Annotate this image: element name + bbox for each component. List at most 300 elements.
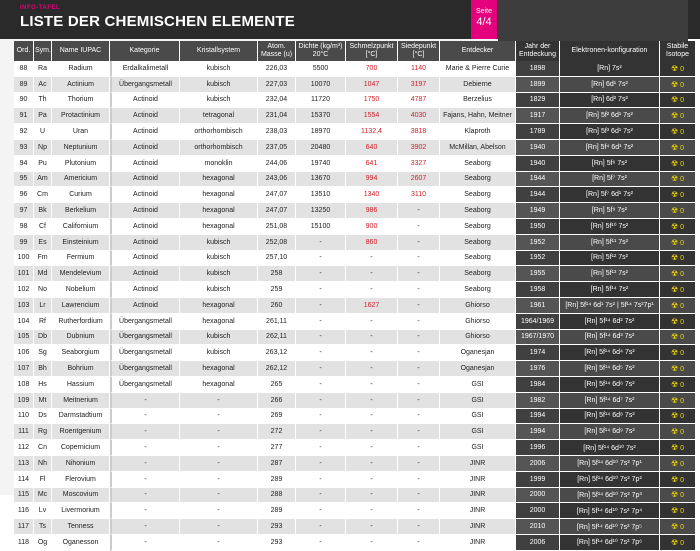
header-subtitle: INFO-TAFEL <box>20 5 61 11</box>
cell-config: [Rn] 5f⁷ 6d¹ 7s² <box>560 187 660 203</box>
cell-kat: - <box>110 535 180 551</box>
table-row <box>14 266 696 282</box>
table-row <box>14 298 696 314</box>
col-header-sym: Sym. <box>34 41 52 61</box>
cell-krist: hexagonal <box>180 203 258 219</box>
cell-name: Seaborgium <box>52 345 110 361</box>
isotope-count: 0 <box>680 239 685 247</box>
cell-ord: 90 <box>14 93 34 109</box>
cell-masse: 263,12 <box>258 345 296 361</box>
radioactive-icon: ☢ <box>670 111 679 121</box>
cell-iso <box>660 124 696 140</box>
cell-config: [Rn] 5f¹⁴ 6d⁸ 7s² <box>560 409 660 425</box>
radioactive-icon: ☢ <box>670 190 679 200</box>
cell-name: Radium <box>52 61 110 77</box>
radioactive-icon: ☢ <box>670 95 679 105</box>
isotope-count: 0 <box>680 97 685 105</box>
cell-sym: Bk <box>34 203 52 219</box>
cell-iso <box>660 409 696 425</box>
cell-ord: 105 <box>14 330 34 346</box>
radioactive-icon: ☢ <box>670 237 679 247</box>
cell-dichte: 13670 <box>296 172 346 188</box>
cell-name: Copernicium <box>52 440 110 456</box>
cell-kat: - <box>110 440 180 456</box>
cell-name: Plutonium <box>52 156 110 172</box>
radioactive-icon: ☢ <box>670 364 679 374</box>
cell-name: Thorium <box>52 93 110 109</box>
isotope-count: 0 <box>680 129 685 137</box>
cell-smp: - <box>346 393 398 409</box>
cell-kat: Übergangsmetall <box>110 377 180 393</box>
isotope-count: 0 <box>680 413 685 421</box>
page-number: 4/4 <box>476 16 492 28</box>
cell-ord: 110 <box>14 409 34 425</box>
cell-config: [Rn] 5f¹⁴ 6d² 7s² <box>560 314 660 330</box>
cell-config: [Rn] 5f¹⁴ 6d³ 7s² <box>560 330 660 346</box>
cell-sym: Fl <box>34 472 52 488</box>
cell-smp: - <box>346 488 398 504</box>
cell-jahr: 1984 <box>516 377 560 393</box>
cell-entdecker: Seaborg <box>440 251 516 267</box>
cell-iso <box>660 61 696 77</box>
cell-iso <box>660 108 696 124</box>
cell-smp: - <box>346 361 398 377</box>
cell-jahr: 1917 <box>516 108 560 124</box>
cell-kat: - <box>110 519 180 535</box>
cell-jahr: 1976 <box>516 361 560 377</box>
radioactive-icon: ☢ <box>670 253 679 263</box>
cell-ord: 97 <box>14 203 34 219</box>
cell-config: [Rn] 7s² <box>560 61 660 77</box>
cell-sym: U <box>34 124 52 140</box>
table-row <box>14 519 696 535</box>
cell-name: Uran <box>52 124 110 140</box>
cell-name: Livermorium <box>52 503 110 519</box>
cell-iso <box>660 298 696 314</box>
cell-ord: 116 <box>14 503 34 519</box>
cell-iso <box>660 219 696 235</box>
cell-masse: 232,04 <box>258 93 296 109</box>
cell-smp: 986 <box>346 203 398 219</box>
cell-smp: 1554 <box>346 108 398 124</box>
cell-sym: Hs <box>34 377 52 393</box>
cell-jahr: 1974 <box>516 345 560 361</box>
cell-config: [Rn] 5f¹⁴ 6d¹ 7s² | 5f¹⁴ 7s²7p¹ <box>560 298 660 314</box>
table-row <box>14 488 696 504</box>
cell-dichte: - <box>296 409 346 425</box>
cell-masse: 293 <box>258 519 296 535</box>
table-row <box>14 172 696 188</box>
cell-kat: - <box>110 488 180 504</box>
cell-iso <box>660 282 696 298</box>
cell-sym: Db <box>34 330 52 346</box>
cell-sym: Pa <box>34 108 52 124</box>
cell-masse: 265 <box>258 377 296 393</box>
cell-name: Actinium <box>52 77 110 93</box>
radioactive-icon: ☢ <box>670 427 679 437</box>
radioactive-icon: ☢ <box>670 174 679 184</box>
cell-dichte: - <box>296 503 346 519</box>
col-header-ord: Ord. <box>14 41 34 61</box>
cell-sym: Bh <box>34 361 52 377</box>
cell-jahr: 1944 <box>516 172 560 188</box>
col-header-siedepunkt: Siedepunkt [°C] <box>398 41 440 61</box>
col-header-name: Name IUPAC <box>52 41 110 61</box>
cell-sdp: - <box>398 488 440 504</box>
cell-smp: 641 <box>346 156 398 172</box>
cell-kat: Übergangsmetall <box>110 361 180 377</box>
cell-dichte: 5500 <box>296 61 346 77</box>
cell-entdecker: Ghiorso <box>440 314 516 330</box>
cell-jahr: 1967/1970 <box>516 330 560 346</box>
cell-smp: 640 <box>346 140 398 156</box>
cell-kat: Actinoid <box>110 156 180 172</box>
cell-iso <box>660 156 696 172</box>
cell-ord: 113 <box>14 456 34 472</box>
table-row <box>14 456 696 472</box>
cell-masse: 269 <box>258 409 296 425</box>
cell-masse: 266 <box>258 393 296 409</box>
radioactive-icon: ☢ <box>670 395 679 405</box>
cell-iso <box>660 377 696 393</box>
cell-name: Curium <box>52 187 110 203</box>
cell-dichte: - <box>296 456 346 472</box>
cell-krist: hexagonal <box>180 187 258 203</box>
isotope-count: 0 <box>680 397 685 405</box>
cell-jahr: 1961 <box>516 298 560 314</box>
cell-name: Nihonium <box>52 456 110 472</box>
cell-sym: Og <box>34 535 52 551</box>
isotope-count: 0 <box>680 524 685 531</box>
cell-smp: 1340 <box>346 187 398 203</box>
radioactive-icon: ☢ <box>670 522 679 531</box>
cell-sym: Fm <box>34 251 52 267</box>
col-header-masse: Atom. Masse (u) <box>258 41 296 61</box>
cell-sdp: - <box>398 393 440 409</box>
cell-name: Neptunium <box>52 140 110 156</box>
cell-sym: Lv <box>34 503 52 519</box>
cell-masse: 260 <box>258 298 296 314</box>
cell-sdp: 2607 <box>398 172 440 188</box>
cell-kat: Übergangsmetall <box>110 345 180 361</box>
cell-jahr: 1940 <box>516 140 560 156</box>
isotope-count: 0 <box>680 144 685 152</box>
cell-krist: hexagonal <box>180 172 258 188</box>
cell-dichte: - <box>296 330 346 346</box>
cell-masse: 272 <box>258 424 296 440</box>
cell-entdecker: Ghiorso <box>440 330 516 346</box>
cell-ord: 89 <box>14 77 34 93</box>
cell-config: [Rn] 5f³ 6d¹ 7s² <box>560 124 660 140</box>
cell-jahr: 2006 <box>516 535 560 551</box>
cell-name: Hassium <box>52 377 110 393</box>
cell-jahr: 1940 <box>516 156 560 172</box>
isotope-count: 0 <box>680 366 685 374</box>
cell-krist: kubisch <box>180 282 258 298</box>
cell-entdecker: Seaborg <box>440 203 516 219</box>
cell-name: Californium <box>52 219 110 235</box>
cell-iso <box>660 203 696 219</box>
isotope-count: 0 <box>680 539 685 547</box>
table-row <box>14 124 696 140</box>
cell-ord: 117 <box>14 519 34 535</box>
cell-dichte: - <box>296 298 346 314</box>
table-row <box>14 409 696 425</box>
cell-name: Roentgenium <box>52 424 110 440</box>
cell-kat: Actinoid <box>110 266 180 282</box>
table-row <box>14 345 696 361</box>
cell-masse: 288 <box>258 488 296 504</box>
cell-sdp: - <box>398 266 440 282</box>
cell-config: [Rn] 5f² 6d¹ 7s² <box>560 108 660 124</box>
cell-ord: 100 <box>14 251 34 267</box>
cell-sym: Pu <box>34 156 52 172</box>
cell-smp: 994 <box>346 172 398 188</box>
cell-entdecker: GSI <box>440 377 516 393</box>
cell-krist: orthorhombisch <box>180 140 258 156</box>
cell-dichte: 13250 <box>296 203 346 219</box>
cell-sdp: - <box>398 535 440 551</box>
cell-masse: 262,12 <box>258 361 296 377</box>
cell-sdp: 3197 <box>398 77 440 93</box>
isotope-count: 0 <box>680 223 685 231</box>
isotope-count: 0 <box>680 318 685 326</box>
cell-kat: - <box>110 503 180 519</box>
cell-dichte: 13510 <box>296 187 346 203</box>
cell-jahr: 1899 <box>516 77 560 93</box>
cell-kat: - <box>110 424 180 440</box>
cell-sym: Cn <box>34 440 52 456</box>
cell-kat: Actinoid <box>110 93 180 109</box>
cell-dichte: - <box>296 440 346 456</box>
table-row <box>14 440 696 456</box>
isotope-count: 0 <box>680 81 685 89</box>
cell-sdp: - <box>398 219 440 235</box>
radioactive-icon: ☢ <box>670 411 679 421</box>
cell-entdecker: Seaborg <box>440 172 516 188</box>
cell-entdecker: Berzelius <box>440 93 516 109</box>
cell-jahr: 2010 <box>516 519 560 535</box>
cell-entdecker: JINR <box>440 503 516 519</box>
cell-ord: 106 <box>14 345 34 361</box>
cell-krist: hexagonal <box>180 361 258 377</box>
cell-dichte: - <box>296 266 346 282</box>
isotope-count: 0 <box>680 302 685 310</box>
table-row <box>14 187 696 203</box>
cell-kat: Übergangsmetall <box>110 77 180 93</box>
cell-ord: 103 <box>14 298 34 314</box>
cell-smp: - <box>346 519 398 535</box>
cell-dichte: 19740 <box>296 156 346 172</box>
cell-entdecker: GSI <box>440 393 516 409</box>
cell-jahr: 1829 <box>516 93 560 109</box>
cell-config: [Rn] 5f¹⁴ 6d⁷ 7s² <box>560 393 660 409</box>
cell-ord: 104 <box>14 314 34 330</box>
cell-iso <box>660 266 696 282</box>
cell-krist: kubisch <box>180 77 258 93</box>
cell-smp: 900 <box>346 219 398 235</box>
col-header-konfiguration: Elektronen-konfiguration <box>560 41 660 61</box>
cell-sdp: - <box>398 456 440 472</box>
cell-smp: 1627 <box>346 298 398 314</box>
cell-config: [Rn] 5f¹⁴ 6d¹⁰ 7s² <box>560 440 660 456</box>
cell-krist: hexagonal <box>180 314 258 330</box>
cell-krist: - <box>180 440 258 456</box>
cell-dichte: - <box>296 345 346 361</box>
cell-config: [Rn] 6d¹ 7s² <box>560 77 660 93</box>
table-row <box>14 314 696 330</box>
cell-config: [Rn] 5f⁴ 6d¹ 7s² <box>560 140 660 156</box>
cell-jahr: 1964/1969 <box>516 314 560 330</box>
cell-smp: - <box>346 409 398 425</box>
col-header-kristallsystem: Kristallsystem <box>180 41 258 61</box>
col-header-dichte: Dichte (kg/m³) 20°C <box>296 41 346 61</box>
cell-name: Bohrium <box>52 361 110 377</box>
cell-ord: 109 <box>14 393 34 409</box>
cell-sdp: - <box>398 377 440 393</box>
page-indicator <box>471 0 497 39</box>
cell-sym: Mc <box>34 488 52 504</box>
cell-sym: Mt <box>34 393 52 409</box>
cell-krist: kubisch <box>180 345 258 361</box>
cell-name: Einsteinium <box>52 235 110 251</box>
table-row <box>14 140 696 156</box>
cell-iso <box>660 535 696 551</box>
cell-config: [Rn] 5f⁷ 7s² <box>560 172 660 188</box>
cell-sym: Sg <box>34 345 52 361</box>
cell-sdp: - <box>398 282 440 298</box>
cell-ord: 115 <box>14 488 34 504</box>
cell-kat: Actinoid <box>110 282 180 298</box>
page-label: Seite <box>476 8 492 15</box>
cell-masse: 237,05 <box>258 140 296 156</box>
cell-entdecker: Oganesjan <box>440 345 516 361</box>
cell-iso <box>660 361 696 377</box>
cell-sym: Cm <box>34 187 52 203</box>
cell-kat: Actinoid <box>110 172 180 188</box>
cell-sdp: - <box>398 235 440 251</box>
cell-iso <box>660 172 696 188</box>
cell-kat: Actinoid <box>110 298 180 314</box>
cell-krist: - <box>180 409 258 425</box>
cell-jahr: 1789 <box>516 124 560 140</box>
cell-smp: - <box>346 456 398 472</box>
radioactive-icon: ☢ <box>670 537 679 547</box>
cell-config: [Rn] 5f⁹ 7s² <box>560 203 660 219</box>
cell-dichte: 15100 <box>296 219 346 235</box>
cell-entdecker: Seaborg <box>440 219 516 235</box>
isotope-count: 0 <box>680 287 685 295</box>
cell-dichte: 20480 <box>296 140 346 156</box>
table-row <box>14 93 696 109</box>
cell-ord: 88 <box>14 61 34 77</box>
cell-kat: - <box>110 456 180 472</box>
cell-sym: Rg <box>34 424 52 440</box>
cell-jahr: 1999 <box>516 472 560 488</box>
radioactive-icon: ☢ <box>670 490 679 500</box>
cell-entdecker: JINR <box>440 535 516 551</box>
cell-kat: - <box>110 472 180 488</box>
cell-sdp: 3110 <box>398 187 440 203</box>
cell-config: [Rn] 5f¹² 7s² <box>560 251 660 267</box>
cell-masse: 257,10 <box>258 251 296 267</box>
cell-dichte: 15370 <box>296 108 346 124</box>
cell-ord: 95 <box>14 172 34 188</box>
cell-sdp: - <box>398 503 440 519</box>
cell-sdp: - <box>398 519 440 535</box>
cell-sym: Th <box>34 93 52 109</box>
cell-masse: 262,11 <box>258 330 296 346</box>
radioactive-icon: ☢ <box>670 300 679 310</box>
cell-krist: hexagonal <box>180 298 258 314</box>
isotope-count: 0 <box>680 271 685 279</box>
table-row <box>14 393 696 409</box>
isotope-count: 0 <box>680 445 685 453</box>
cell-config: [Rn] 5f¹⁴ 6d¹⁰ 7s² 7p⁵ <box>560 519 660 535</box>
col-header-isotope: Stabile Isotope <box>660 41 696 61</box>
cell-masse: 226,03 <box>258 61 296 77</box>
cell-masse: 287 <box>258 456 296 472</box>
cell-jahr: 1949 <box>516 203 560 219</box>
cell-entdecker: GSI <box>440 440 516 456</box>
cell-entdecker: JINR <box>440 488 516 504</box>
cell-ord: 111 <box>14 424 34 440</box>
cell-krist: - <box>180 488 258 504</box>
cell-kat: Actinoid <box>110 124 180 140</box>
cell-sym: Ts <box>34 519 52 535</box>
radioactive-icon: ☢ <box>670 316 679 326</box>
cell-iso <box>660 345 696 361</box>
radioactive-icon: ☢ <box>670 221 679 231</box>
cell-jahr: 2000 <box>516 488 560 504</box>
cell-ord: 112 <box>14 440 34 456</box>
cell-sdp: - <box>398 424 440 440</box>
cell-smp: 1047 <box>346 77 398 93</box>
cell-dichte: - <box>296 472 346 488</box>
cell-entdecker: McMillan, Abelson <box>440 140 516 156</box>
cell-jahr: 1950 <box>516 219 560 235</box>
cell-krist: monoklin <box>180 156 258 172</box>
cell-smp: - <box>346 282 398 298</box>
table-row <box>14 251 696 267</box>
cell-masse: 251,08 <box>258 219 296 235</box>
radioactive-icon: ☢ <box>670 458 679 468</box>
cell-sdp: - <box>398 251 440 267</box>
cell-sdp: - <box>398 345 440 361</box>
isotope-count: 0 <box>680 192 685 200</box>
cell-sym: Ra <box>34 61 52 77</box>
radioactive-icon: ☢ <box>670 332 679 342</box>
page-title: LISTE DER CHEMISCHEN ELEMENTE <box>20 13 295 30</box>
cell-entdecker: Seaborg <box>440 266 516 282</box>
cell-sym: Es <box>34 235 52 251</box>
cell-ord: 99 <box>14 235 34 251</box>
cell-krist: kubisch <box>180 251 258 267</box>
cell-name: Tenness <box>52 519 110 535</box>
cell-ord: 102 <box>14 282 34 298</box>
cell-krist: - <box>180 472 258 488</box>
cell-iso <box>660 393 696 409</box>
cell-sdp: 3327 <box>398 156 440 172</box>
radioactive-icon: ☢ <box>670 142 679 152</box>
radioactive-icon: ☢ <box>670 206 679 216</box>
cell-sym: Lr <box>34 298 52 314</box>
cell-name: Oganesson <box>52 535 110 551</box>
cell-entdecker: Marie & Pierre Curie <box>440 61 516 77</box>
cell-config: [Rn] 6d² 7s² <box>560 93 660 109</box>
cell-entdecker: GSI <box>440 409 516 425</box>
isotope-count: 0 <box>680 334 685 342</box>
